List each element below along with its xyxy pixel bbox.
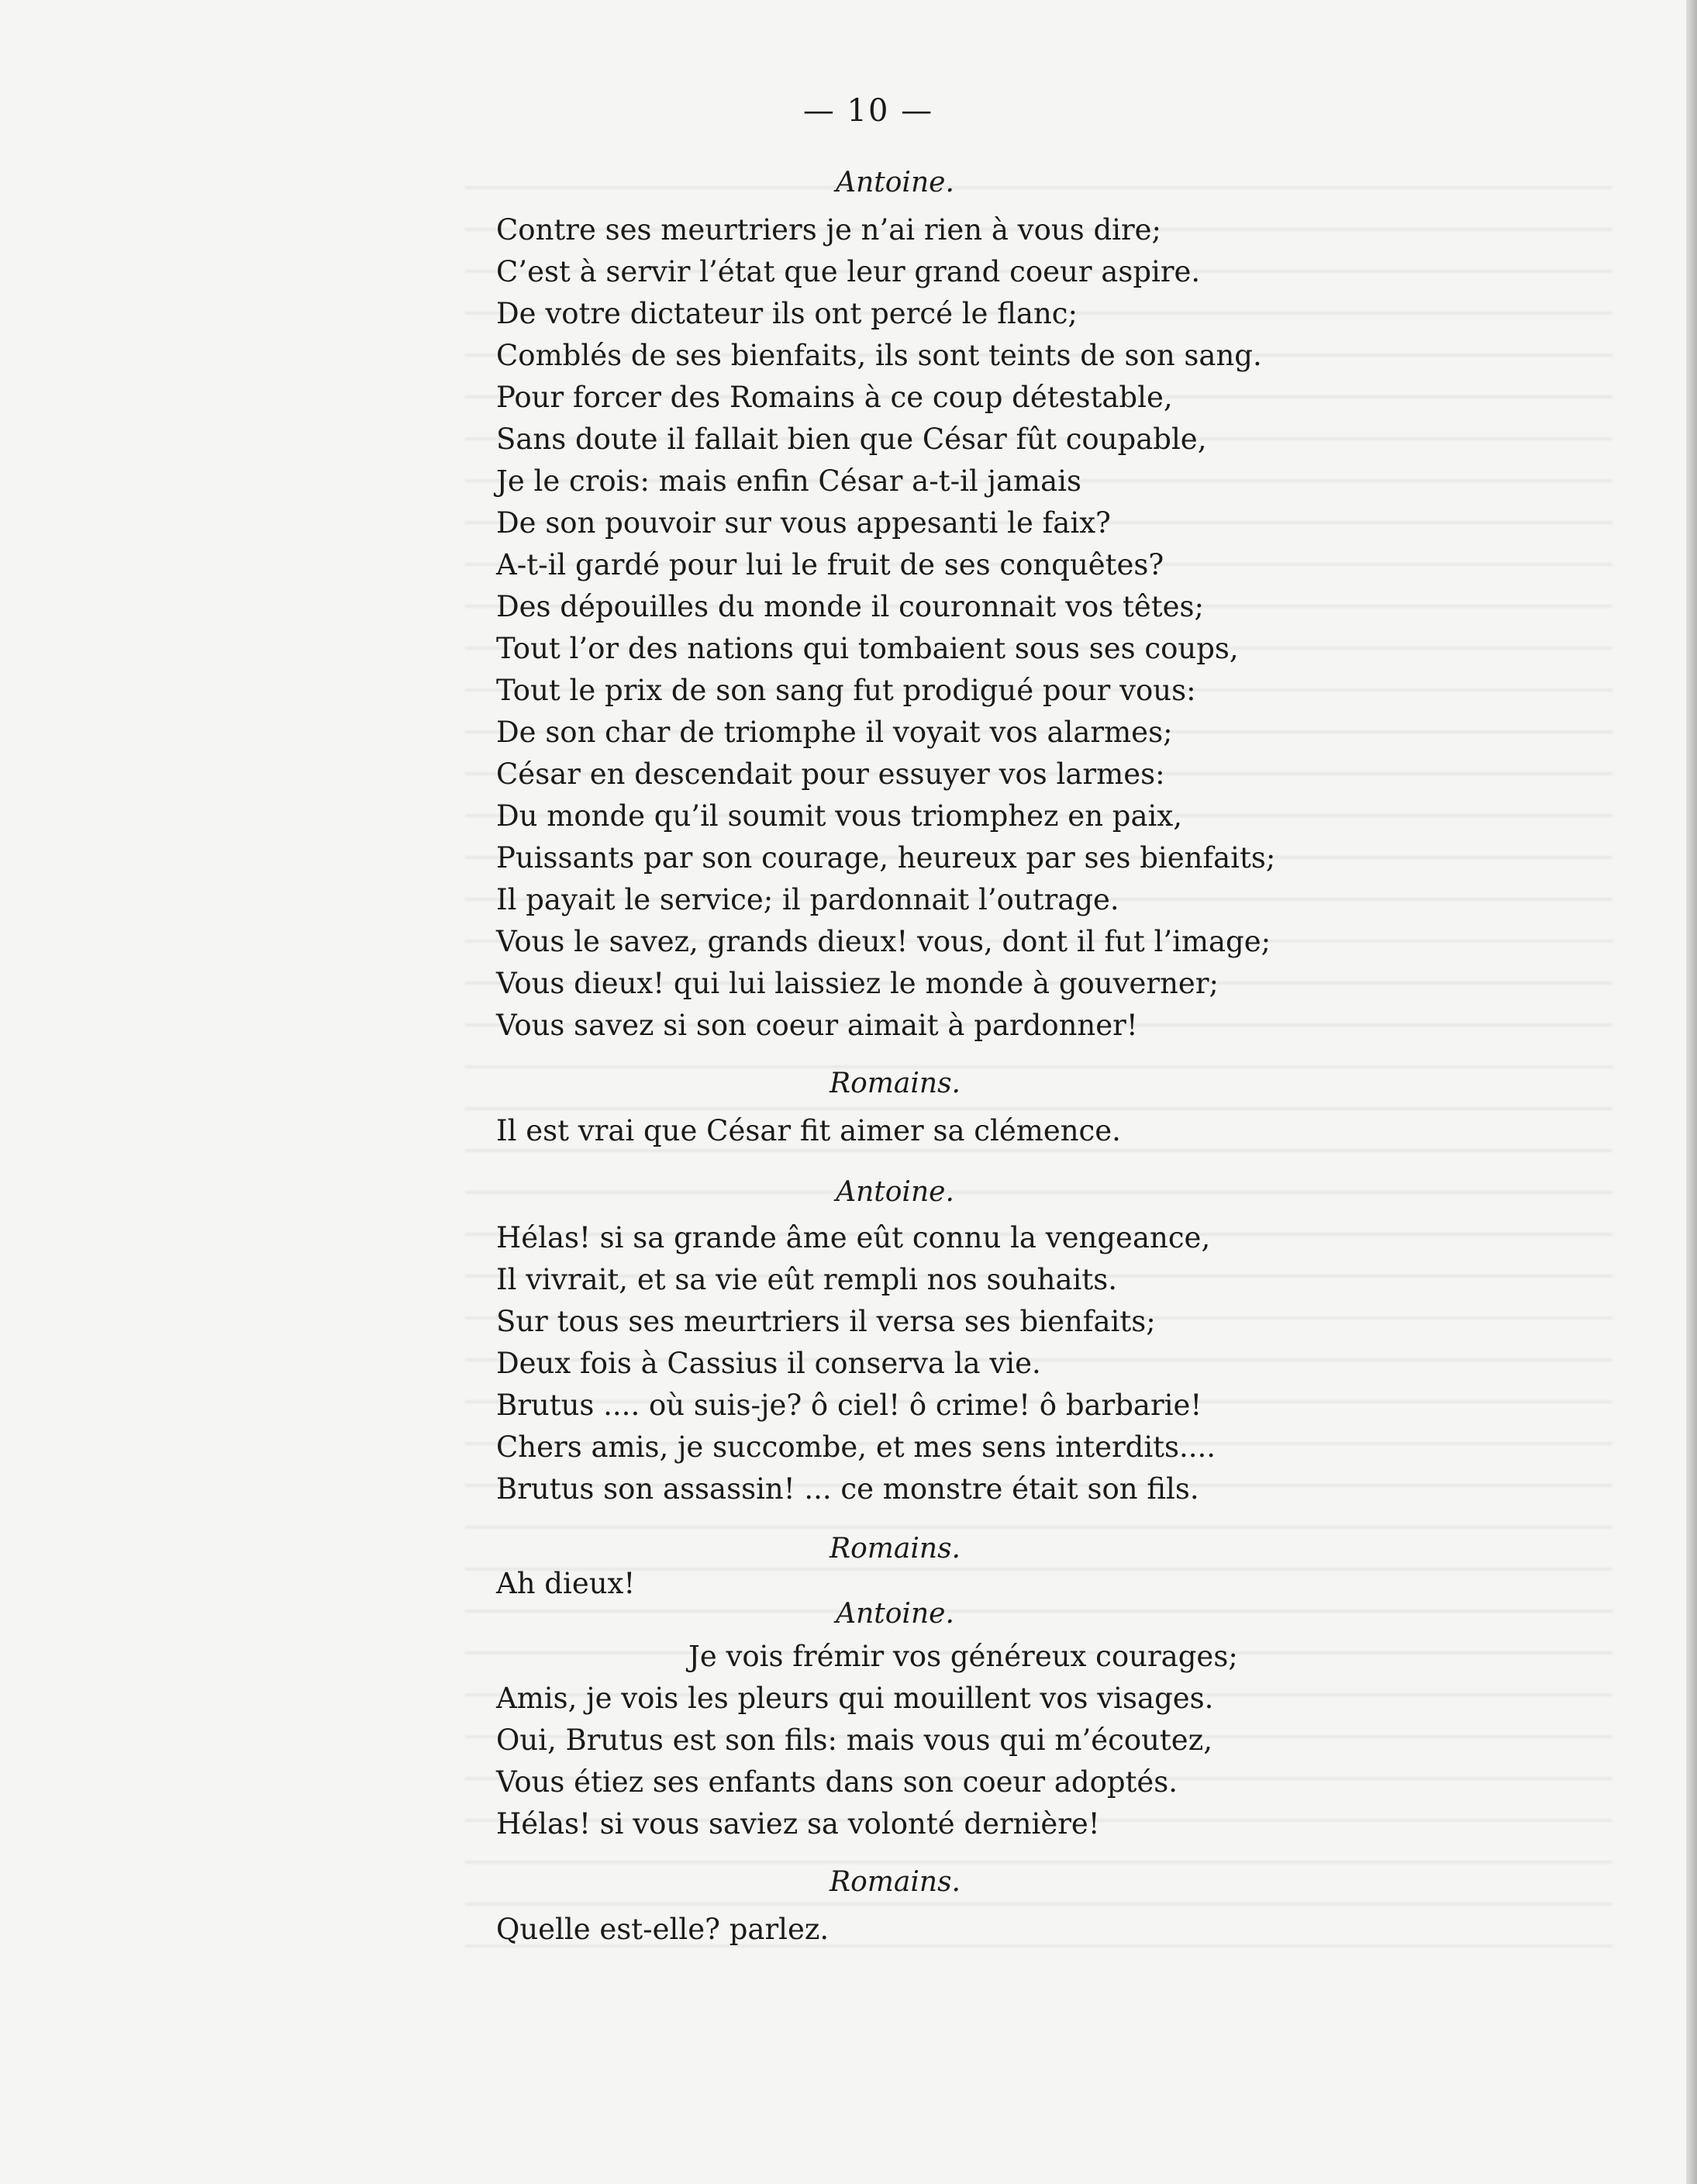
verse-line: De votre dictateur ils ont percé le flanc; xyxy=(496,297,1078,330)
verse-line: Vous le savez, grands dieux! vous, dont il fut l’image; xyxy=(496,925,1271,958)
verse-line: A-t-il gardé pour lui le fruit de ses conquêtes? xyxy=(496,548,1164,581)
verse-line: Hélas! si vous saviez sa volonté dernière! xyxy=(496,1807,1100,1841)
verse-line: Tout le prix de son sang fut prodigué pour vous: xyxy=(496,674,1196,707)
verse-line: De son pouvoir sur vous appesanti le faix? xyxy=(496,506,1111,540)
verse-line: Pour forcer des Romains à ce coup détestable, xyxy=(496,381,1173,414)
speaker-heading: Romains. xyxy=(830,1533,961,1565)
verse-line: Chers amis, je succombe, et mes sens interdits.... xyxy=(496,1430,1216,1464)
verse-line: Tout l’or des nations qui tombaient sous ses coups, xyxy=(496,632,1239,665)
verse-line: Il est vrai que César fit aimer sa clémence. xyxy=(496,1114,1121,1147)
verse-line: Je le crois: mais enfin César a-t-il jamais xyxy=(496,464,1081,498)
verse-line: Puissants par son courage, heureux par ses bienfaits; xyxy=(496,841,1276,875)
verse-line: Deux fois à Cassius il conserva la vie. xyxy=(496,1347,1041,1380)
verse-line: Sans doute il fallait bien que César fût coupable, xyxy=(496,423,1207,456)
verse-line: C’est à servir l’état que leur grand coeur aspire. xyxy=(496,255,1201,288)
verse-line: Ah dieux! xyxy=(496,1567,636,1600)
verse-line: Comblés de ses bienfaits, ils sont teints de son sang. xyxy=(496,339,1262,372)
speaker-heading: Antoine. xyxy=(836,1598,954,1630)
verse-line: Du monde qu’il soumit vous triomphez en paix, xyxy=(496,799,1183,833)
speaker-heading: Romains. xyxy=(830,1068,961,1099)
speaker-heading: Antoine. xyxy=(836,167,954,198)
verse-line: Oui, Brutus est son fils: mais vous qui m’écoutez, xyxy=(496,1723,1212,1757)
verse-line: Il vivrait, et sa vie eût rempli nos souhaits. xyxy=(496,1263,1117,1296)
verse-line: Amis, je vois les pleurs qui mouillent vos visages. xyxy=(496,1682,1214,1715)
verse-line: Des dépouilles du monde il couronnait vos têtes; xyxy=(496,590,1204,623)
verse-line: Brutus son assassin! ... ce monstre était son fils. xyxy=(496,1472,1199,1506)
verse-line: Vous savez si son coeur aimait à pardonner! xyxy=(496,1009,1138,1042)
verse-line: Vous étiez ses enfants dans son coeur adoptés. xyxy=(496,1765,1178,1799)
verse-line: César en descendait pour essuyer vos larmes: xyxy=(496,757,1165,791)
verse-line: Sur tous ses meurtriers il versa ses bienfaits; xyxy=(496,1305,1156,1338)
page-number: — 10 — xyxy=(802,93,934,129)
verse-line: Quelle est-elle? parlez. xyxy=(496,1913,830,1946)
verse-line: Brutus .... où suis-je? ô ciel! ô crime! ô barbarie! xyxy=(496,1389,1202,1422)
verse-line: Vous dieux! qui lui laissiez le monde à gouverner; xyxy=(496,967,1219,1000)
speaker-heading: Antoine. xyxy=(836,1176,954,1208)
speaker-heading: Romains. xyxy=(830,1866,961,1898)
verse-line: Je vois frémir vos généreux courages; xyxy=(688,1640,1238,1673)
verse-line: Hélas! si sa grande âme eût connu la vengeance, xyxy=(496,1221,1211,1254)
verse-line: Contre ses meurtriers je n’ai rien à vous dire; xyxy=(496,213,1162,247)
verse-line: De son char de triomphe il voyait vos alarmes; xyxy=(496,716,1173,749)
verse-line: Il payait le service; il pardonnait l’outrage. xyxy=(496,883,1119,916)
